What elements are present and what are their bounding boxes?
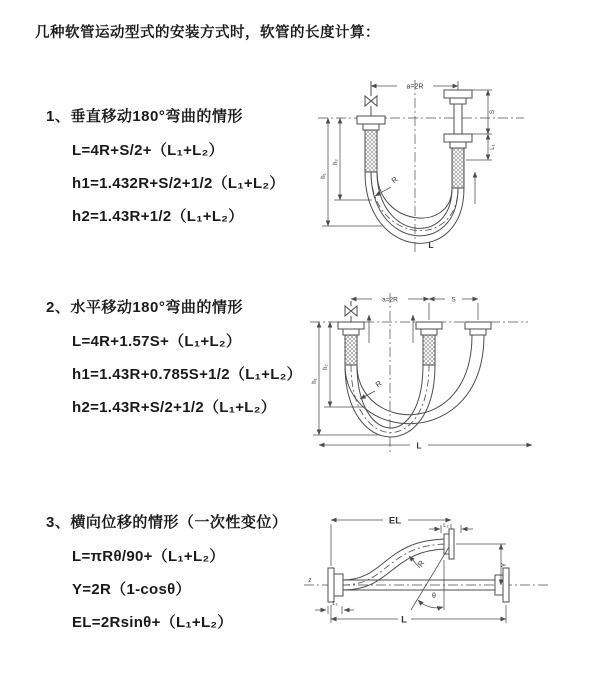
pipe-size-mark: z [308, 577, 312, 584]
length-dimension [331, 605, 506, 626]
dim-label-span: a=2R [382, 296, 398, 304]
formula-h1: h1=1.432R+S/2+1/2（L₁+L₂） [72, 175, 285, 192]
span-dimension [351, 297, 478, 321]
section-3-heading: 3、横向位移的情形（一次性变位） [46, 514, 288, 531]
displaced-hose [343, 539, 449, 590]
lateral-displacement-diagram [298, 507, 583, 652]
dim-label-r: R [415, 558, 427, 569]
s-dimension [472, 90, 496, 134]
formula-l: L=4R+1.57S+（L₁+L₂） [72, 333, 242, 350]
dim-label-l1: L₁ [332, 601, 338, 607]
right-fitting [465, 322, 491, 335]
l1-dimension [315, 601, 354, 614]
section-2-heading: 2、水平移动180°弯曲的情形 [46, 299, 243, 316]
section-vertical-movement [46, 105, 285, 238]
radius-leader [360, 378, 384, 399]
dim-label-s: S [489, 109, 496, 115]
dim-label-y: Y [501, 562, 508, 568]
reference-arrows [369, 315, 413, 343]
dim-label-h2: h₂ [333, 159, 339, 165]
vertical-bend-diagram [312, 76, 530, 256]
dim-label-r: R [373, 378, 384, 390]
centerlines [310, 293, 528, 453]
right-fitting-lower [444, 134, 472, 188]
section-horizontal-movement [46, 296, 302, 429]
right-fitting-upper [444, 90, 472, 134]
dim-label-l2: L₂ [443, 523, 449, 529]
formula-l: L=4R+S/2+（L₁+L₂） [72, 142, 224, 159]
dim-label-h2: h₂ [323, 364, 329, 370]
valve-icon [345, 301, 357, 322]
middle-fitting [416, 322, 442, 365]
hose-arcs [365, 172, 464, 243]
left-flange [328, 568, 343, 602]
dim-label-l1: L₁ [490, 144, 496, 150]
formula-l: L=πRθ/90+（L₁+L₂） [72, 548, 225, 565]
radius-leader [409, 556, 427, 568]
dim-label-h1: h₁ [312, 378, 318, 384]
left-fitting [338, 322, 364, 365]
angle-construction [411, 547, 449, 610]
formula-h2: h2=1.43R+1/2（L₁+L₂） [72, 208, 244, 225]
formula-el: EL=2Rsinθ+（L₁+L₂） [72, 614, 233, 631]
dim-label-span: a=2R [406, 83, 424, 91]
length-dimension [319, 441, 532, 451]
section-lateral-displacement [46, 511, 287, 644]
span-dimension [371, 81, 458, 91]
dim-label-h1: h₁ [321, 173, 327, 179]
upper-flange [444, 529, 454, 559]
formula-h1: h1=1.43R+0.785S+1/2（L₁+L₂） [72, 366, 302, 383]
dim-label-l: L [416, 440, 422, 451]
dim-label-l: L [401, 614, 407, 626]
el-dimension [331, 516, 451, 567]
horizontal-bend-diagram [306, 287, 543, 459]
right-flange [495, 568, 509, 602]
formula-h2: h2=1.43R+S/2+1/2（L₁+L₂） [72, 399, 277, 416]
section-1-heading: 1、垂直移动180°弯曲的情形 [46, 108, 243, 125]
dim-label-r: R [389, 174, 400, 186]
left-fitting [357, 116, 385, 172]
formula-y: Y=2R（1-cosθ） [72, 581, 191, 598]
page-title: 几种软管运动型式的安装方式时，软管的长度计算： [35, 25, 380, 41]
hose-arcs [345, 335, 484, 437]
dim-label-s: S [451, 296, 456, 304]
dim-label-el: EL [388, 515, 402, 527]
dim-label-theta: θ [432, 593, 436, 600]
dim-label-l: L [428, 240, 434, 250]
